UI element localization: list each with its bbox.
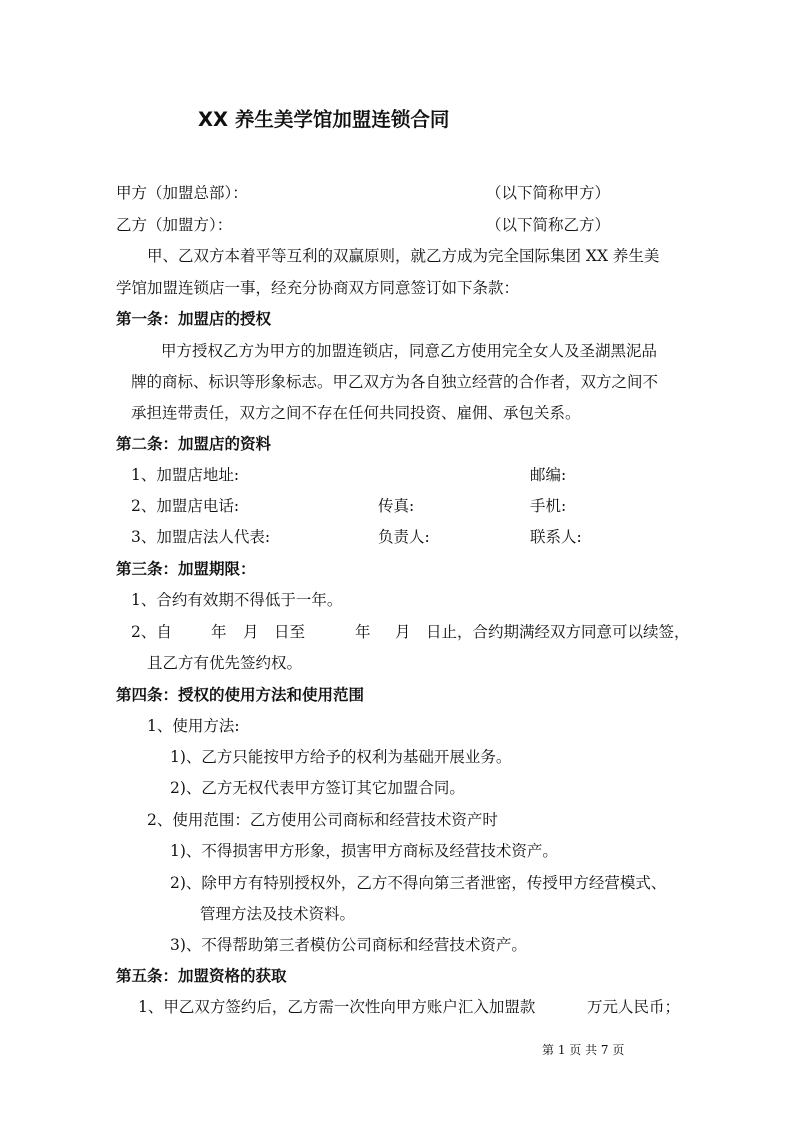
- party-b-label: 乙方（加盟方）：: [116, 216, 233, 234]
- contact-label: 联系人:: [530, 528, 582, 546]
- usage-scope-2-line-2: 管理方法及技术资料。: [200, 905, 356, 923]
- article-3-heading: 第三条：加盟期限：: [116, 560, 256, 578]
- term-item-2-line-2: 且乙方有优先签约权。: [147, 654, 303, 672]
- usage-method: 1、使用方法:: [147, 717, 240, 735]
- page-number: 第 1 页 共 7 页: [542, 1043, 625, 1057]
- intro-line-1: 甲、乙双方本着平等互利的双赢原则，就乙方成为完全国际集团 XX 养生美: [147, 247, 660, 265]
- address-label: 1、加盟店地址:: [131, 466, 240, 484]
- term-item-2-prefix: 2、自: [131, 623, 172, 641]
- usage-scope-1: 1)、不得损害甲方形象，损害甲方商标及经营技术资产。: [170, 842, 558, 860]
- party-a-label: 甲方（加盟总部）：: [116, 184, 248, 202]
- party-a-short: （以下简称甲方）: [486, 184, 611, 202]
- fax-label: 传真:: [378, 497, 415, 515]
- term-month-1: 月: [243, 623, 259, 641]
- article-1-line-3: 承担连带责任，双方之间不存在任何共同投资、雇佣、承包关系。: [131, 404, 581, 422]
- term-day-1: 日至: [274, 623, 306, 641]
- postcode-label: 邮编:: [530, 466, 567, 484]
- term-month-2: 月: [395, 623, 411, 641]
- usage-scope-3: 3)、不得帮助第三者模仿公司商标和经营技术资产。: [170, 936, 527, 954]
- phone-label: 2、加盟店电话:: [131, 497, 240, 515]
- article-1-heading: 第一条：加盟店的授权: [116, 310, 272, 328]
- article-1-line-1: 甲方授权乙方为甲方的加盟连锁店，同意乙方使用完全女人及圣湖黑泥品: [161, 342, 658, 360]
- party-b-short: （以下简称乙方）: [486, 216, 611, 234]
- legal-rep-label: 3、加盟店法人代表:: [131, 528, 271, 546]
- article-4-heading: 第四条：授权的使用方法和使用范围: [116, 686, 365, 704]
- term-item-1: 1、合约有效期不得低于一年。: [131, 591, 343, 609]
- usage-scope-2-line-1: 2)、除甲方有特别授权外，乙方不得向第三者泄密，传授甲方经营模式、: [170, 874, 667, 892]
- article-5-heading: 第五条：加盟资格的获取: [116, 967, 287, 985]
- mobile-label: 手机:: [530, 497, 567, 515]
- term-item-2-suffix: 日止，合约期满经双方同意可以续签，: [426, 623, 690, 641]
- usage-method-2: 2)、乙方无权代表甲方签订其它加盟合同。: [170, 779, 465, 797]
- intro-line-2: 学馆加盟连锁店一事，经充分协商双方同意签订如下条款：: [116, 279, 520, 297]
- fee-item-1-suffix: 万元人民币；: [587, 998, 681, 1016]
- article-2-heading: 第二条：加盟店的资料: [116, 435, 272, 453]
- term-year-1: 年: [211, 623, 227, 641]
- term-year-2: 年: [355, 623, 371, 641]
- usage-method-1: 1)、乙方只能按甲方给予的权利为基础开展业务。: [170, 748, 512, 766]
- article-1-line-2: 牌的商标、标识等形象标志。甲乙双方为各自独立经营的合作者，双方之间不: [131, 373, 659, 391]
- fee-item-1-prefix: 1、甲乙双方签约后，乙方需一次性向甲方账户汇入加盟款: [138, 998, 536, 1016]
- usage-scope: 2、使用范围：乙方使用公司商标和经营技术资产时: [147, 811, 498, 829]
- manager-label: 负责人:: [378, 528, 430, 546]
- page-title: XX 养生美学馆加盟连锁合同: [198, 108, 450, 131]
